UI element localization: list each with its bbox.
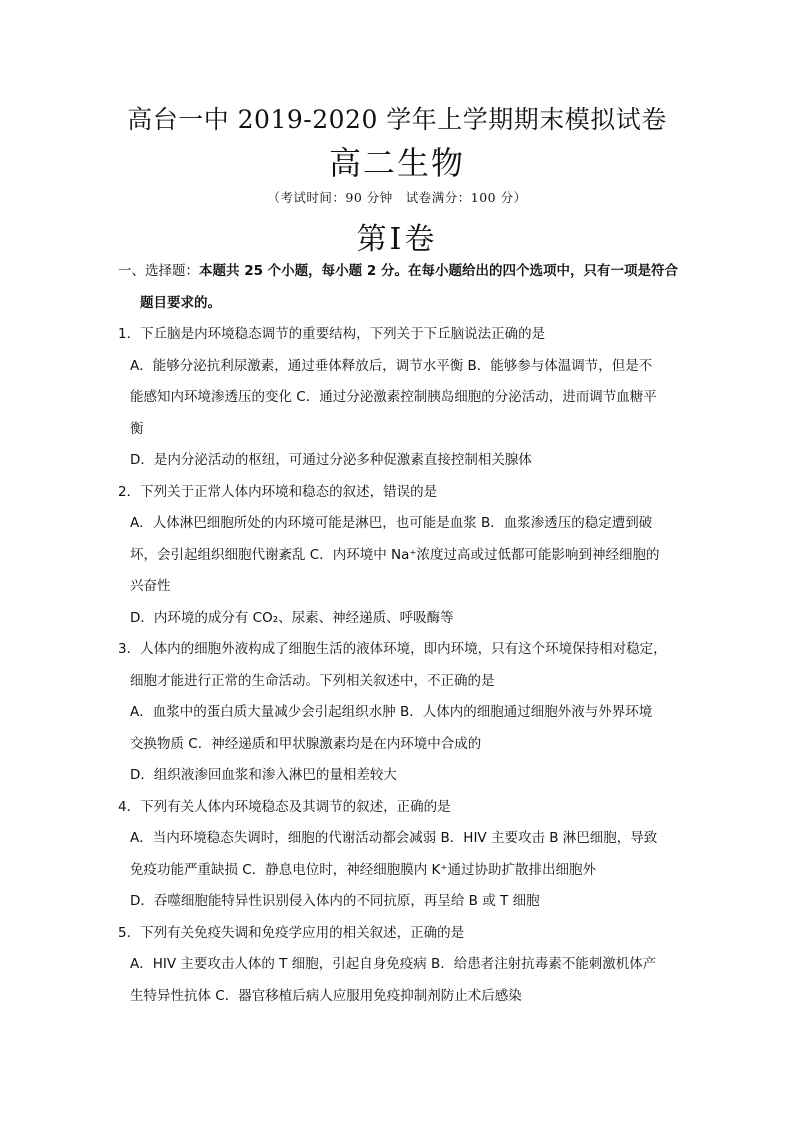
section-instruction-cont: 题目要求的。	[140, 294, 221, 311]
question-option-d: D．内环境的成分有 CO₂、尿素、神经递质、呼吸酶等	[130, 609, 454, 626]
question-option-line: A．HIV 主要攻击人体的 T 细胞，引起自身免疫病 B．给患者注射抗毒素不能刺激机体产	[130, 956, 657, 972]
question-1	[118, 319, 686, 477]
question-stem: 3．人体内的细胞外液构成了细胞生活的液体环境，即内环境，只有这个环境保持相对稳定，	[118, 641, 667, 657]
section-instruction: 本题共 25 个小题，每小题 2 分。在每小题给出的四个选项中，只有一项是符合	[199, 263, 678, 279]
question-3	[118, 634, 686, 792]
question-option-line: 衡	[130, 420, 144, 437]
question-option-line: 生特异性抗体 C．器官移植后病人应服用免疫抑制剂防止术后感染	[130, 987, 522, 1004]
question-option-line: A．人体淋巴细胞所处的内环境可能是淋巴，也可能是血浆 B．血浆渗透压的稳定遭到破	[130, 515, 653, 531]
question-5	[118, 918, 686, 1013]
section-prefix: 一、选择题：	[118, 263, 199, 279]
question-option-line: 交换物质 C．神经递质和甲状腺激素均是在内环境中合成的	[130, 735, 482, 752]
section-heading	[118, 256, 686, 288]
question-option-line: A．血浆中的蛋白质大量减少会引起组织水肿 B．人体内的细胞通过细胞外液与外界环境	[130, 704, 653, 720]
question-option-d: D．吞噬细胞能特异性识别侵入体内的不同抗原，再呈给 B 或 T 细胞	[130, 893, 540, 909]
exam-meta: （考试时间：90 分钟 试卷满分：100 分）	[267, 190, 527, 205]
question-stem: 5．下列有关免疫失调和免疫学应用的相关叙述，正确的是	[118, 924, 465, 941]
exam-content	[118, 256, 686, 1012]
question-stem-cont: 细胞才能进行正常的生命活动。下列相关叙述中，不正确的是	[130, 672, 495, 689]
exam-title: 高台一中 2019-2020 学年上学期期末模拟试卷	[127, 105, 667, 134]
question-stem: 4．下列有关人体内环境稳态及其调节的叙述，正确的是	[118, 798, 451, 815]
question-option-line: 兴奋性	[130, 578, 171, 594]
question-option-d: D．组织液渗回血浆和渗入淋巴的量相差较大	[130, 767, 397, 783]
question-stem: 1．下丘脑是内环境稳态调节的重要结构，下列关于下丘脑说法正确的是	[118, 326, 546, 342]
question-option-line: A．当内环境稳态失调时，细胞的代谢活动都会减弱 B．HIV 主要攻击 B 淋巴细胞，导致	[130, 830, 658, 846]
volume-heading: 第Ⅰ卷	[356, 222, 438, 257]
question-option-line: 能感知内环境渗透压的变化 C．通过分泌激素控制胰岛细胞的分泌活动，进而调节血糖平	[130, 389, 657, 405]
exam-subject: 高二生物	[328, 144, 465, 182]
question-option-line: A．能够分泌抗利尿激素，通过垂体释放后，调节水平衡 B．能够参与体温调节，但是不	[130, 357, 653, 374]
question-stem: 2．下列关于正常人体内环境和稳态的叙述，错误的是	[118, 483, 438, 500]
question-option-line: 免疫功能严重缺损 C．静息电位时，神经细胞膜内 K⁺通过协助扩散排出细胞外	[130, 861, 596, 878]
question-option-d: D．是内分泌活动的枢纽，可通过分泌多种促激素直接控制相关腺体	[130, 452, 532, 468]
question-4	[118, 792, 686, 918]
question-2	[118, 477, 686, 635]
question-option-line: 坏，会引起组织细胞代谢紊乱 C．内环境中 Na⁺浓度过高或过低都可能影响到神经细胞的	[130, 546, 660, 563]
